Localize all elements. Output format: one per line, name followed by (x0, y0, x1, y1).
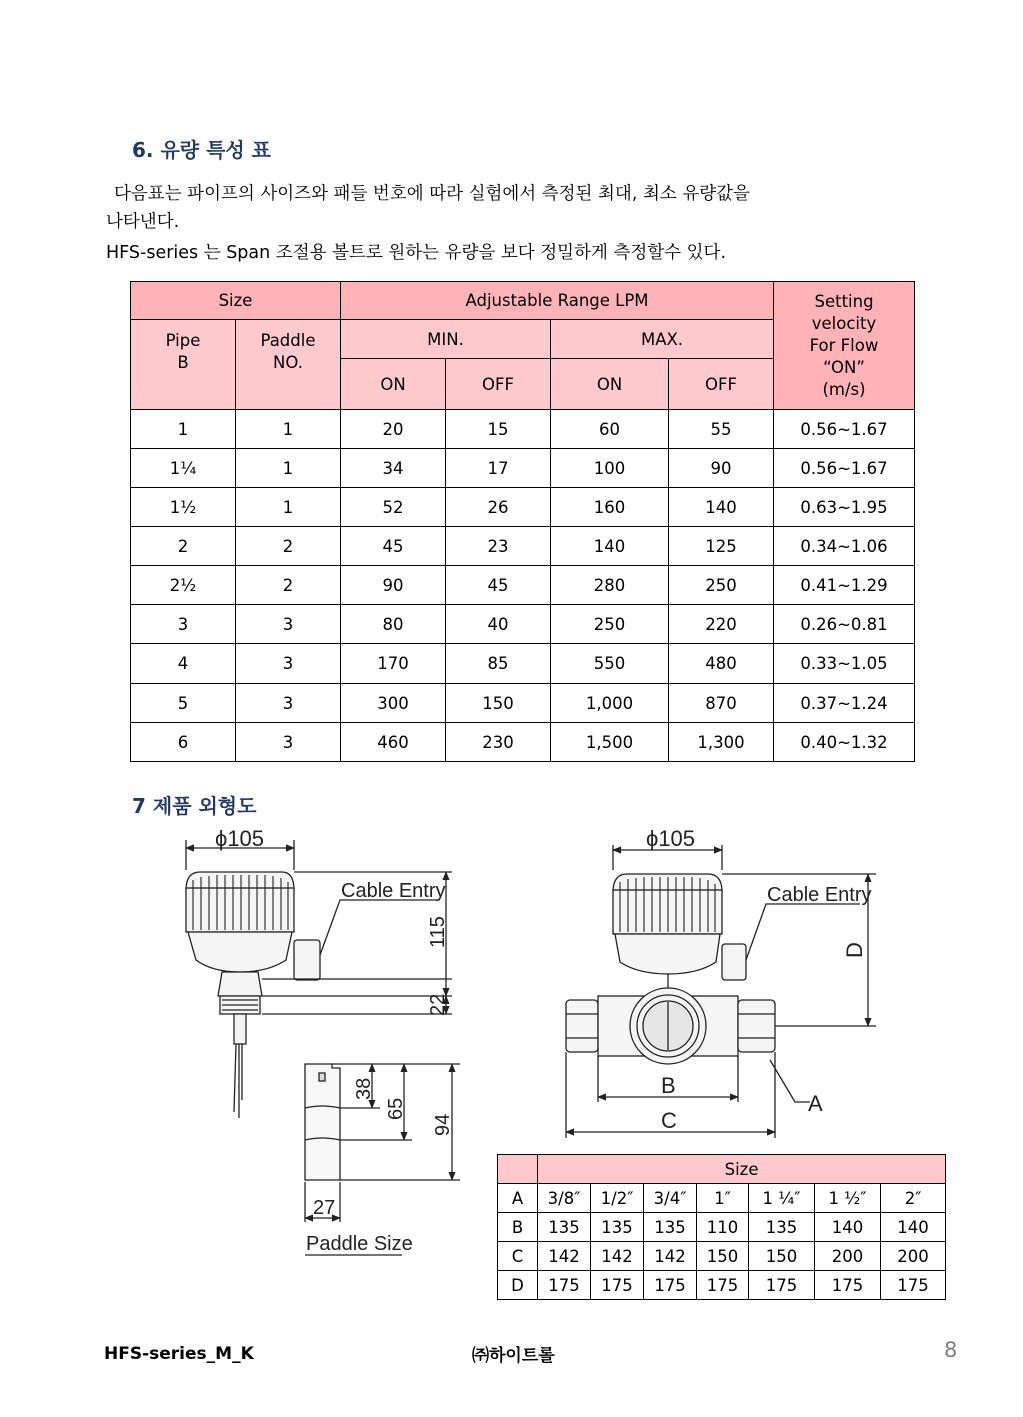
header-max-off: OFF (669, 359, 774, 410)
table-row (498, 1271, 946, 1300)
cell-min-off: 15 (446, 410, 551, 449)
size-cell: 142 (644, 1242, 697, 1271)
cell-pipe: 5 (131, 684, 236, 723)
cell-pipe: 2½ (131, 566, 236, 605)
header-min-on: ON (341, 359, 446, 410)
cell-max-off: 1,300 (669, 723, 774, 762)
cable-entry-label-right: Cable Entry (767, 884, 872, 906)
size-dimension-table (497, 1154, 946, 1300)
cell-max-on: 550 (551, 644, 669, 684)
cell-velocity: 0.56~1.67 (774, 449, 915, 488)
cell-velocity: 0.40~1.32 (774, 723, 915, 762)
cell-velocity: 0.56~1.67 (774, 410, 915, 449)
cell-min-on: 34 (341, 449, 446, 488)
dim-27-label: 27 (313, 1197, 336, 1219)
dim-D-label: D (842, 942, 867, 958)
cell-max-off: 140 (669, 488, 774, 527)
footer-company: ㈜하이트롤 (472, 1346, 555, 1366)
cell-paddle: 1 (236, 449, 341, 488)
size-cell: 135 (591, 1213, 644, 1242)
cell-paddle: 2 (236, 566, 341, 605)
cell-min-on: 460 (341, 723, 446, 762)
diameter-label-left: ϕ105 (215, 826, 265, 851)
size-cell: 200 (881, 1242, 946, 1271)
cell-velocity: 0.26~0.81 (774, 605, 915, 644)
footer-doc-id: HFS-series_M_K (104, 1344, 254, 1364)
section-6-title: 6. 유량 특성 표 (132, 138, 272, 162)
size-cell: 135 (538, 1213, 591, 1242)
cell-paddle: 3 (236, 605, 341, 644)
size-cell: 175 (538, 1271, 591, 1300)
size-cell: 1″ (697, 1184, 749, 1213)
cell-min-off: 17 (446, 449, 551, 488)
size-cell: 150 (697, 1242, 749, 1271)
dim-65-label: 65 (385, 1097, 407, 1120)
size-cell: 110 (697, 1213, 749, 1242)
cable-entry-label-left: Cable Entry (341, 880, 446, 902)
diameter-label-right: ϕ105 (646, 826, 696, 851)
cell-paddle: 1 (236, 488, 341, 527)
intro-paragraph-line-2: 나타낸다. (106, 212, 180, 232)
cell-max-on: 160 (551, 488, 669, 527)
cell-max-on: 1,000 (551, 684, 669, 723)
size-cell: 140 (881, 1213, 946, 1242)
size-cell: 142 (538, 1242, 591, 1271)
size-cell: 175 (749, 1271, 815, 1300)
table-row (498, 1213, 946, 1242)
cell-paddle: 3 (236, 644, 341, 684)
dim-C-label: C (661, 1108, 677, 1133)
cell-max-off: 90 (669, 449, 774, 488)
size-row-label: C (498, 1242, 538, 1271)
cell-min-off: 230 (446, 723, 551, 762)
cell-velocity: 0.34~1.06 (774, 527, 915, 566)
header-paddle: Paddle NO. (236, 320, 341, 410)
size-cell: 175 (815, 1271, 881, 1300)
cell-max-on: 140 (551, 527, 669, 566)
size-cell: 150 (749, 1242, 815, 1271)
dim-115-label: 115 (427, 916, 449, 948)
header-min: MIN. (341, 320, 551, 359)
table-row (498, 1184, 946, 1213)
cell-min-on: 80 (341, 605, 446, 644)
dim-38-label: 38 (353, 1077, 375, 1100)
cell-velocity: 0.41~1.29 (774, 566, 915, 605)
cell-max-off: 870 (669, 684, 774, 723)
cell-min-off: 45 (446, 566, 551, 605)
cell-min-on: 300 (341, 684, 446, 723)
cell-max-on: 100 (551, 449, 669, 488)
cell-pipe: 2 (131, 527, 236, 566)
section-7-title: 7 제품 외형도 (132, 794, 257, 818)
dim-A-label: A (808, 1091, 823, 1116)
cell-min-on: 45 (341, 527, 446, 566)
size-cell: 175 (644, 1271, 697, 1300)
cell-velocity: 0.63~1.95 (774, 488, 915, 527)
cell-paddle: 2 (236, 527, 341, 566)
size-row-label: D (498, 1271, 538, 1300)
header-min-off: OFF (446, 359, 551, 410)
cell-max-off: 220 (669, 605, 774, 644)
size-row-label: A (498, 1184, 538, 1213)
cell-min-on: 90 (341, 566, 446, 605)
cell-velocity: 0.37~1.24 (774, 684, 915, 723)
size-table-corner (498, 1155, 538, 1184)
intro-paragraph-line-1: 다음표는 파이프의 사이즈와 패들 번호에 따라 실험에서 측정된 최대, 최소 유량값을 (114, 184, 750, 204)
size-cell: 3/4″ (644, 1184, 697, 1213)
cell-pipe: 3 (131, 605, 236, 644)
header-adjustable-range: Adjustable Range LPM (341, 282, 774, 320)
cell-paddle: 1 (236, 410, 341, 449)
size-cell: 1/2″ (591, 1184, 644, 1213)
header-pipe: Pipe B (131, 320, 236, 410)
size-cell: 1 ½″ (815, 1184, 881, 1213)
size-cell: 135 (749, 1213, 815, 1242)
cell-min-off: 85 (446, 644, 551, 684)
cell-velocity: 0.33~1.05 (774, 644, 915, 684)
cell-max-on: 1,500 (551, 723, 669, 762)
cell-pipe: 1½ (131, 488, 236, 527)
cell-max-off: 125 (669, 527, 774, 566)
cell-pipe: 1¼ (131, 449, 236, 488)
header-setting-velocity: Setting velocity For Flow “ON” (m/s) (774, 282, 915, 410)
cell-min-on: 52 (341, 488, 446, 527)
cell-paddle: 3 (236, 723, 341, 762)
cell-min-on: 20 (341, 410, 446, 449)
cell-max-off: 480 (669, 644, 774, 684)
size-cell: 2″ (881, 1184, 946, 1213)
cell-pipe: 1 (131, 410, 236, 449)
cell-min-on: 170 (341, 644, 446, 684)
size-table-header: Size (538, 1155, 946, 1184)
size-cell: 175 (881, 1271, 946, 1300)
cell-max-on: 250 (551, 605, 669, 644)
size-cell: 175 (591, 1271, 644, 1300)
size-cell: 140 (815, 1213, 881, 1242)
cell-min-off: 26 (446, 488, 551, 527)
dim-22-label: 22 (427, 993, 449, 1016)
header-max-on: ON (551, 359, 669, 410)
size-cell: 175 (697, 1271, 749, 1300)
paddle-size-label: Paddle Size (306, 1233, 413, 1255)
header-max: MAX. (551, 320, 774, 359)
intro-paragraph-line-3: HFS-series 는 Span 조절용 볼트로 원하는 유량을 보다 정밀하게 측정할수 있다. (106, 243, 727, 263)
cell-min-off: 150 (446, 684, 551, 723)
cell-max-on: 280 (551, 566, 669, 605)
cell-max-on: 60 (551, 410, 669, 449)
dim-94-label: 94 (432, 1113, 454, 1136)
size-cell: 142 (591, 1242, 644, 1271)
size-cell: 1 ¼″ (749, 1184, 815, 1213)
size-cell: 135 (644, 1213, 697, 1242)
cell-pipe: 6 (131, 723, 236, 762)
size-cell: 200 (815, 1242, 881, 1271)
cell-paddle: 3 (236, 684, 341, 723)
cell-min-off: 40 (446, 605, 551, 644)
table-row (498, 1242, 946, 1271)
header-size: Size (131, 282, 341, 320)
cell-max-off: 250 (669, 566, 774, 605)
cell-max-off: 55 (669, 410, 774, 449)
cell-min-off: 23 (446, 527, 551, 566)
cell-pipe: 4 (131, 644, 236, 684)
size-cell: 3/8″ (538, 1184, 591, 1213)
dim-B-label: B (661, 1073, 676, 1098)
size-row-label: B (498, 1213, 538, 1242)
footer-page-number: 8 (944, 1338, 958, 1362)
